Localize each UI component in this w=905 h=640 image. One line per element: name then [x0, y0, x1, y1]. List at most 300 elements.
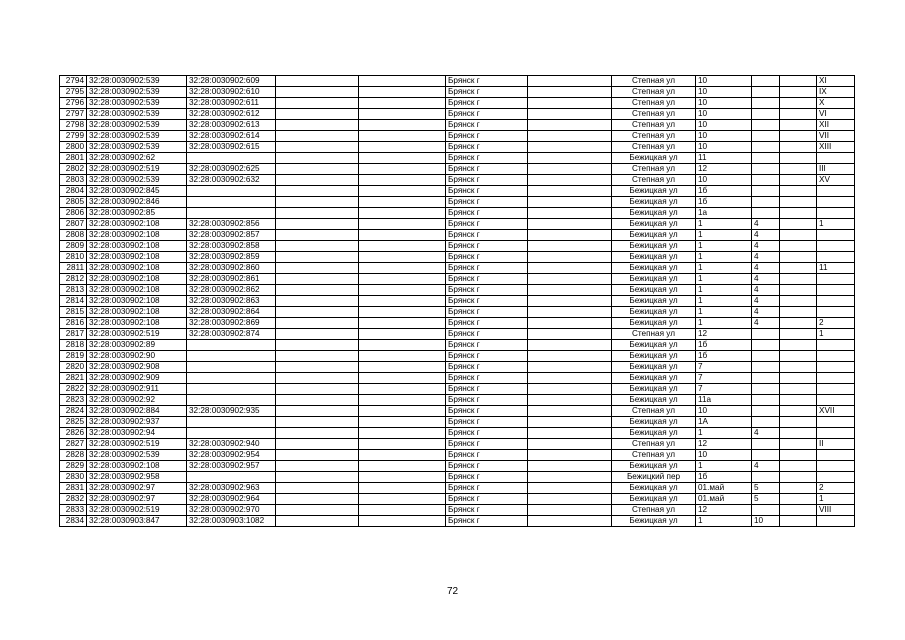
table-cell — [817, 395, 855, 406]
table-cell: Степная ул — [612, 98, 696, 109]
table-cell — [528, 329, 612, 340]
table-cell: 1 — [817, 219, 855, 230]
table-cell — [528, 175, 612, 186]
table-cell: 4 — [752, 318, 780, 329]
table-cell: 10 — [696, 120, 752, 131]
table-cell — [528, 340, 612, 351]
table-cell: 32:28:0030902:908 — [87, 362, 187, 373]
table-cell: 10 — [696, 131, 752, 142]
table-cell: XVII — [817, 406, 855, 417]
table-row — [60, 164, 855, 175]
table-cell: 2827 — [60, 439, 87, 450]
table-cell — [817, 428, 855, 439]
table-cell: 12 — [696, 505, 752, 516]
table-cell: 32:28:0030902:519 — [87, 505, 187, 516]
table-cell: 10 — [696, 98, 752, 109]
table-cell: 2794 — [60, 76, 87, 87]
table-cell — [817, 340, 855, 351]
table-row — [60, 241, 855, 252]
table-cell: Брянск г — [446, 241, 528, 252]
table-cell — [528, 208, 612, 219]
table-cell: 32:28:0030902:92 — [87, 395, 187, 406]
table-cell: Брянск г — [446, 87, 528, 98]
table-cell — [528, 417, 612, 428]
table-cell: 7 — [696, 384, 752, 395]
table-cell — [780, 285, 817, 296]
table-cell: Бежицкая ул — [612, 428, 696, 439]
table-cell — [528, 516, 612, 527]
table-row — [60, 307, 855, 318]
table-cell: Бежицкая ул — [612, 252, 696, 263]
table-cell — [780, 318, 817, 329]
table-cell — [752, 384, 780, 395]
table-cell: 2818 — [60, 340, 87, 351]
table-cell: Бежицкая ул — [612, 461, 696, 472]
table-cell — [276, 318, 359, 329]
table-cell — [359, 87, 446, 98]
table-cell — [780, 384, 817, 395]
table-cell: 32:28:0030902:108 — [87, 252, 187, 263]
table-cell: 2804 — [60, 186, 87, 197]
table-cell: Брянск г — [446, 428, 528, 439]
table-cell — [359, 285, 446, 296]
table-cell: 32:28:0030902:539 — [87, 450, 187, 461]
table-row — [60, 76, 855, 87]
table-cell — [780, 142, 817, 153]
table-cell: Брянск г — [446, 461, 528, 472]
table-cell — [528, 450, 612, 461]
table-cell: 2 — [817, 318, 855, 329]
table-cell: 32:28:0030902:860 — [187, 263, 276, 274]
table-cell: 32:28:0030902:869 — [187, 318, 276, 329]
table-cell — [528, 395, 612, 406]
table-cell: 1а — [696, 208, 752, 219]
table-cell: 2802 — [60, 164, 87, 175]
table-cell: Брянск г — [446, 98, 528, 109]
table-cell — [780, 186, 817, 197]
table-cell: Брянск г — [446, 406, 528, 417]
table-cell: 32:28:0030902:519 — [87, 164, 187, 175]
table-cell: 1 — [696, 296, 752, 307]
table-cell — [528, 351, 612, 362]
table-cell — [528, 439, 612, 450]
table-cell — [276, 87, 359, 98]
table-cell — [780, 131, 817, 142]
table-cell: X — [817, 98, 855, 109]
table-cell — [187, 153, 276, 164]
table-cell — [359, 219, 446, 230]
table-cell — [817, 230, 855, 241]
table-cell — [359, 417, 446, 428]
table-cell: 10 — [696, 87, 752, 98]
table-cell: 4 — [752, 230, 780, 241]
table-cell — [752, 142, 780, 153]
table-cell — [359, 186, 446, 197]
table-cell: Степная ул — [612, 505, 696, 516]
table-cell: 4 — [752, 219, 780, 230]
table-cell: 1б — [696, 186, 752, 197]
table-row — [60, 318, 855, 329]
table-cell: Брянск г — [446, 230, 528, 241]
table-cell — [187, 428, 276, 439]
table-cell: 2811 — [60, 263, 87, 274]
table-cell: 32:28:0030902:539 — [87, 98, 187, 109]
table-cell: Бежицкая ул — [612, 362, 696, 373]
table-cell: 1 — [817, 329, 855, 340]
table-cell: Бежицкая ул — [612, 197, 696, 208]
table-cell: 4 — [752, 274, 780, 285]
table-cell: 32:28:0030902:108 — [87, 274, 187, 285]
table-cell: Брянск г — [446, 120, 528, 131]
table-cell: Брянск г — [446, 307, 528, 318]
table-cell: Степная ул — [612, 109, 696, 120]
table-cell: 1 — [696, 252, 752, 263]
table-cell: 2814 — [60, 296, 87, 307]
table-cell: VI — [817, 109, 855, 120]
table-cell: 12 — [696, 439, 752, 450]
table-cell — [276, 142, 359, 153]
table-cell: 32:28:0030902:539 — [87, 175, 187, 186]
table-cell: 32:28:0030902:957 — [187, 461, 276, 472]
table-cell: 32:28:0030902:940 — [187, 439, 276, 450]
table-cell — [276, 120, 359, 131]
table-cell: Степная ул — [612, 131, 696, 142]
table-cell: XV — [817, 175, 855, 186]
table-cell — [817, 296, 855, 307]
table-cell — [359, 252, 446, 263]
table-cell: 10 — [752, 516, 780, 527]
table-cell: 2832 — [60, 494, 87, 505]
table-cell — [276, 263, 359, 274]
table-cell — [359, 230, 446, 241]
table-cell: 2801 — [60, 153, 87, 164]
table-cell: Бежицкая ул — [612, 186, 696, 197]
table-cell: III — [817, 164, 855, 175]
table-cell: Бежицкая ул — [612, 307, 696, 318]
table-cell: 32:28:0030902:859 — [187, 252, 276, 263]
table-row — [60, 373, 855, 384]
table-cell — [528, 131, 612, 142]
table-cell: 2829 — [60, 461, 87, 472]
table-cell: 32:28:0030902:864 — [187, 307, 276, 318]
table-cell — [528, 76, 612, 87]
table-cell — [817, 417, 855, 428]
table-cell — [752, 439, 780, 450]
table-cell: Брянск г — [446, 252, 528, 263]
table-cell — [276, 461, 359, 472]
table-cell — [359, 362, 446, 373]
table-cell: Брянск г — [446, 153, 528, 164]
table-cell: 32:28:0030902:954 — [187, 450, 276, 461]
table-cell — [187, 395, 276, 406]
table-cell: 2813 — [60, 285, 87, 296]
table-cell — [817, 516, 855, 527]
table-cell — [528, 406, 612, 417]
table-cell — [780, 208, 817, 219]
table-cell: 32:28:0030902:108 — [87, 461, 187, 472]
table-row — [60, 505, 855, 516]
table-cell: 2795 — [60, 87, 87, 98]
table-cell: 10 — [696, 76, 752, 87]
table-cell — [528, 87, 612, 98]
table-cell — [528, 186, 612, 197]
table-cell: 32:28:0030902:108 — [87, 285, 187, 296]
table-cell — [359, 373, 446, 384]
table-cell: 32:28:0030902:614 — [187, 131, 276, 142]
table-cell — [780, 87, 817, 98]
table-cell — [817, 186, 855, 197]
table-cell: 01.май — [696, 483, 752, 494]
table-cell: 2821 — [60, 373, 87, 384]
table-cell — [359, 428, 446, 439]
table-row — [60, 428, 855, 439]
table-cell: 4 — [752, 428, 780, 439]
table-cell — [780, 230, 817, 241]
table-cell — [359, 197, 446, 208]
table-cell: 7 — [696, 373, 752, 384]
table-cell — [817, 450, 855, 461]
table-cell — [359, 296, 446, 307]
table-cell: 10 — [696, 142, 752, 153]
table-cell: 32:28:0030902:108 — [87, 318, 187, 329]
table-cell: 2819 — [60, 351, 87, 362]
table-cell: XI — [817, 76, 855, 87]
table-cell: Бежицкая ул — [612, 340, 696, 351]
table-cell: Брянск г — [446, 76, 528, 87]
table-cell: 4 — [752, 296, 780, 307]
table-row — [60, 483, 855, 494]
table-cell — [817, 208, 855, 219]
table-cell — [528, 197, 612, 208]
table-cell — [276, 384, 359, 395]
table-cell — [817, 252, 855, 263]
table-row — [60, 263, 855, 274]
table-cell — [752, 472, 780, 483]
table-cell — [752, 87, 780, 98]
table-cell: Брянск г — [446, 263, 528, 274]
table-cell — [187, 417, 276, 428]
table-cell — [276, 197, 359, 208]
table-cell — [817, 285, 855, 296]
table-cell — [276, 472, 359, 483]
table-cell: 32:28:0030902:909 — [87, 373, 187, 384]
table-cell: 1А — [696, 417, 752, 428]
table-row — [60, 450, 855, 461]
table-cell: 4 — [752, 263, 780, 274]
table-cell — [276, 241, 359, 252]
table-cell — [780, 296, 817, 307]
table-cell: 32:28:0030902:625 — [187, 164, 276, 175]
table-cell: 32:28:0030902:539 — [87, 131, 187, 142]
table-cell: II — [817, 439, 855, 450]
table-cell — [276, 153, 359, 164]
table-row — [60, 516, 855, 527]
table-cell: 2797 — [60, 109, 87, 120]
table-cell — [752, 450, 780, 461]
table-cell — [528, 296, 612, 307]
table-cell: 2799 — [60, 131, 87, 142]
table-cell — [359, 516, 446, 527]
table-row — [60, 494, 855, 505]
table-cell — [359, 98, 446, 109]
table-cell: Бежицкая ул — [612, 241, 696, 252]
table-cell: Брянск г — [446, 384, 528, 395]
table-row — [60, 230, 855, 241]
table-cell: XIII — [817, 142, 855, 153]
table-cell: Бежицкий пер — [612, 472, 696, 483]
registry-table-body — [60, 76, 855, 527]
table-cell: 1 — [696, 461, 752, 472]
table-cell: 32:28:0030902:861 — [187, 274, 276, 285]
table-cell: Бежицкая ул — [612, 274, 696, 285]
table-cell — [780, 461, 817, 472]
table-cell — [359, 461, 446, 472]
table-cell: 32:28:0030902:615 — [187, 142, 276, 153]
table-cell: 32:28:0030902:85 — [87, 208, 187, 219]
table-cell — [528, 472, 612, 483]
table-cell — [359, 153, 446, 164]
table-cell: 4 — [752, 252, 780, 263]
table-cell — [276, 186, 359, 197]
table-cell: 32:28:0030902:610 — [187, 87, 276, 98]
table-cell — [780, 417, 817, 428]
table-cell: Брянск г — [446, 131, 528, 142]
table-cell: 1 — [696, 219, 752, 230]
table-row — [60, 472, 855, 483]
table-cell — [752, 131, 780, 142]
table-cell: 01.май — [696, 494, 752, 505]
table-cell — [780, 450, 817, 461]
table-cell — [276, 373, 359, 384]
table-cell — [528, 263, 612, 274]
table-cell: Брянск г — [446, 373, 528, 384]
table-cell: 1 — [696, 230, 752, 241]
table-cell — [817, 461, 855, 472]
table-cell: Брянск г — [446, 109, 528, 120]
table-cell: Брянск г — [446, 351, 528, 362]
table-cell: Брянск г — [446, 142, 528, 153]
table-cell: 32:28:0030902:90 — [87, 351, 187, 362]
table-cell: 10 — [696, 109, 752, 120]
table-cell: Брянск г — [446, 340, 528, 351]
table-cell — [359, 395, 446, 406]
table-cell — [359, 384, 446, 395]
table-cell — [817, 362, 855, 373]
table-row — [60, 186, 855, 197]
table-cell — [780, 219, 817, 230]
table-cell — [780, 340, 817, 351]
table-cell: 32:28:0030902:845 — [87, 186, 187, 197]
table-cell — [276, 98, 359, 109]
table-cell: 32:28:0030902:97 — [87, 483, 187, 494]
table-cell: 1 — [696, 274, 752, 285]
table-cell: 2826 — [60, 428, 87, 439]
table-cell: 32:28:0030902:108 — [87, 296, 187, 307]
table-cell — [276, 285, 359, 296]
table-cell: 1б — [696, 340, 752, 351]
table-cell: 11а — [696, 395, 752, 406]
table-cell — [780, 505, 817, 516]
table-cell — [187, 186, 276, 197]
table-cell — [817, 351, 855, 362]
table-cell: Брянск г — [446, 318, 528, 329]
table-cell: 32:28:0030902:97 — [87, 494, 187, 505]
table-cell — [528, 219, 612, 230]
table-cell: Бежицкая ул — [612, 285, 696, 296]
table-row — [60, 417, 855, 428]
table-cell — [528, 362, 612, 373]
table-cell — [780, 98, 817, 109]
table-cell — [752, 340, 780, 351]
table-cell: 2812 — [60, 274, 87, 285]
table-cell — [752, 98, 780, 109]
table-cell: IX — [817, 87, 855, 98]
table-cell: 2834 — [60, 516, 87, 527]
table-cell — [528, 461, 612, 472]
table-row — [60, 142, 855, 153]
table-cell: Брянск г — [446, 285, 528, 296]
table-cell: Бежицкая ул — [612, 351, 696, 362]
table-cell: 4 — [752, 461, 780, 472]
table-cell — [276, 494, 359, 505]
table-cell — [780, 197, 817, 208]
table-cell — [752, 417, 780, 428]
table-cell: 32:28:0030902:108 — [87, 219, 187, 230]
table-cell: 32:28:0030902:539 — [87, 87, 187, 98]
table-cell: Бежицкая ул — [612, 219, 696, 230]
table-cell — [817, 472, 855, 483]
table-cell: 1 — [696, 285, 752, 296]
table-cell — [276, 175, 359, 186]
table-cell — [528, 285, 612, 296]
table-cell — [528, 252, 612, 263]
table-cell: Степная ул — [612, 76, 696, 87]
table-row — [60, 439, 855, 450]
table-row — [60, 274, 855, 285]
table-row — [60, 175, 855, 186]
table-cell: 1 — [696, 307, 752, 318]
table-cell — [187, 373, 276, 384]
table-cell — [780, 362, 817, 373]
table-cell — [780, 516, 817, 527]
table-cell: Бежицкая ул — [612, 208, 696, 219]
table-cell: 32:28:0030902:519 — [87, 439, 187, 450]
table-cell — [817, 274, 855, 285]
table-cell — [752, 505, 780, 516]
table-cell: 2800 — [60, 142, 87, 153]
table-cell — [187, 197, 276, 208]
table-cell: 32:28:0030902:857 — [187, 230, 276, 241]
table-cell — [780, 120, 817, 131]
table-cell: 32:28:0030902:108 — [87, 263, 187, 274]
table-cell — [528, 164, 612, 175]
table-cell — [276, 307, 359, 318]
table-cell: 2823 — [60, 395, 87, 406]
table-cell — [359, 483, 446, 494]
table-cell — [752, 329, 780, 340]
table-cell — [359, 208, 446, 219]
table-cell — [359, 263, 446, 274]
table-cell — [752, 120, 780, 131]
table-cell — [359, 131, 446, 142]
table-cell — [276, 164, 359, 175]
table-cell: 2817 — [60, 329, 87, 340]
table-cell: 2796 — [60, 98, 87, 109]
table-cell — [276, 230, 359, 241]
table-cell: 1 — [817, 494, 855, 505]
table-cell — [528, 230, 612, 241]
table-row — [60, 384, 855, 395]
